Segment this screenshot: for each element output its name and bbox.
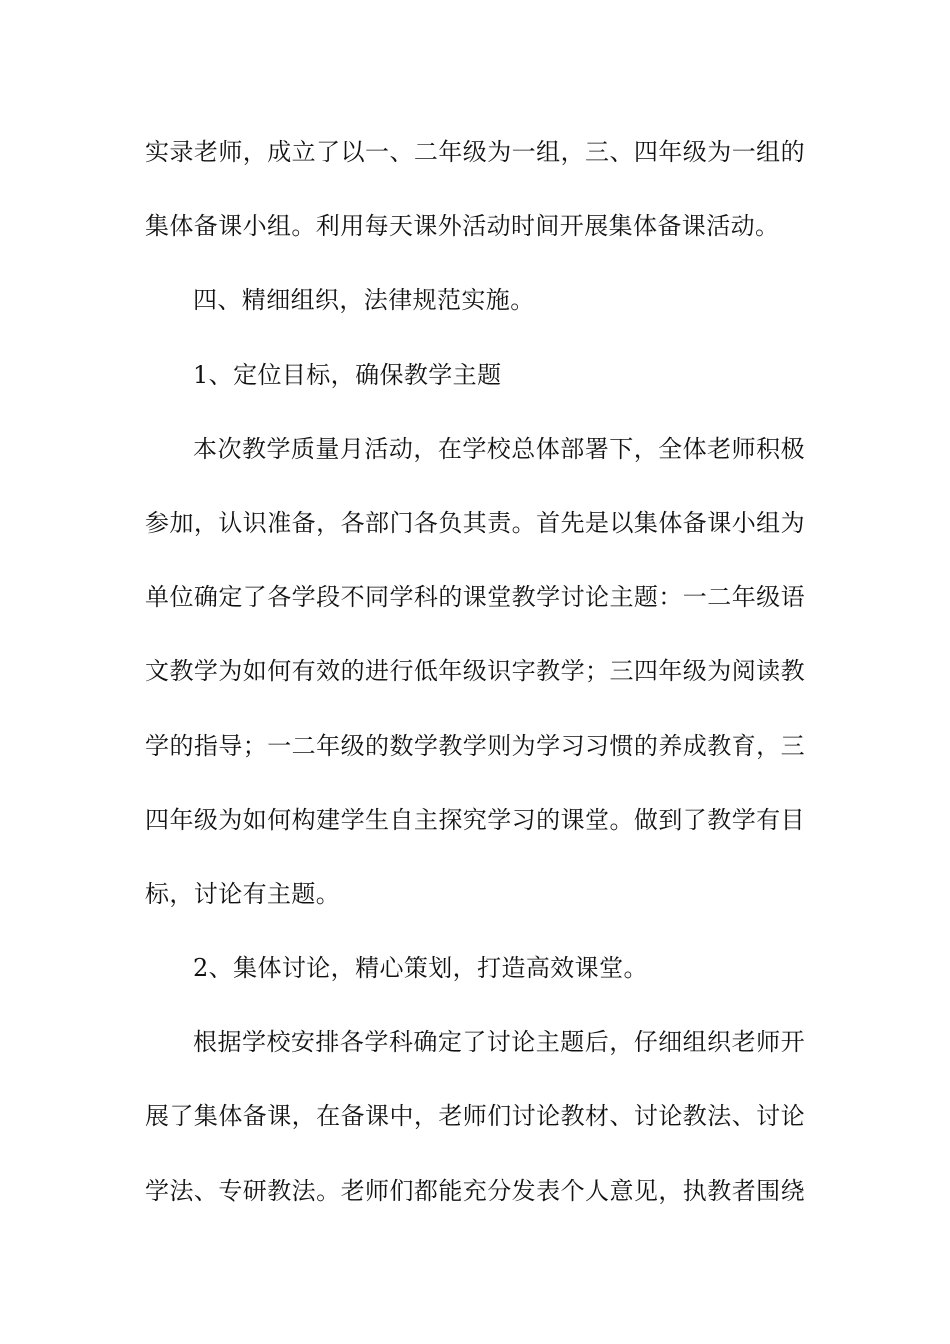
document-page [145, 130, 805, 1243]
text-line: 集体备课小组。利用每天课外活动时间开展集体备课活动。 [145, 212, 780, 241]
text-line: 学的指导；一二年级的数学教学则为学习习惯的养成教育，三 [145, 731, 805, 760]
text-line: 单位确定了各学段不同学科的课堂教学讨论主题：一二年级语 [145, 583, 805, 612]
text-line: 实录老师，成立了以一、二年级为一组，三、四年级为一组的 [145, 138, 805, 166]
text-line: 展了集体备课，在备课中，老师们讨论教材、讨论教法、讨论 [145, 1102, 805, 1131]
subsection-heading: 1、定位目标，确保教学主题 [193, 360, 502, 389]
text-line: 学法、专研教法。老师们都能充分发表个人意见，执教者围绕 [145, 1176, 805, 1205]
text-line: 文教学为如何有效的进行低年级识字教学；三四年级为阅读教 [145, 657, 805, 686]
subsection-heading: 2、集体讨论，精心策划，打造高效课堂。 [193, 954, 648, 983]
section-heading: 四、精细组织，法律规范实施。 [193, 286, 535, 315]
text-line: 标，讨论有主题。 [145, 879, 341, 908]
text-line: 参加，认识准备，各部门各负其责。首先是以集体备课小组为 [145, 508, 805, 537]
text-line: 四年级为如何构建学生自主探究学习的课堂。做到了教学有目 [145, 805, 805, 834]
text-line: 本次教学质量月活动，在学校总体部署下，全体老师积极 [193, 434, 805, 463]
text-line: 根据学校安排各学科确定了讨论主题后，仔细组织老师开 [193, 1028, 805, 1057]
